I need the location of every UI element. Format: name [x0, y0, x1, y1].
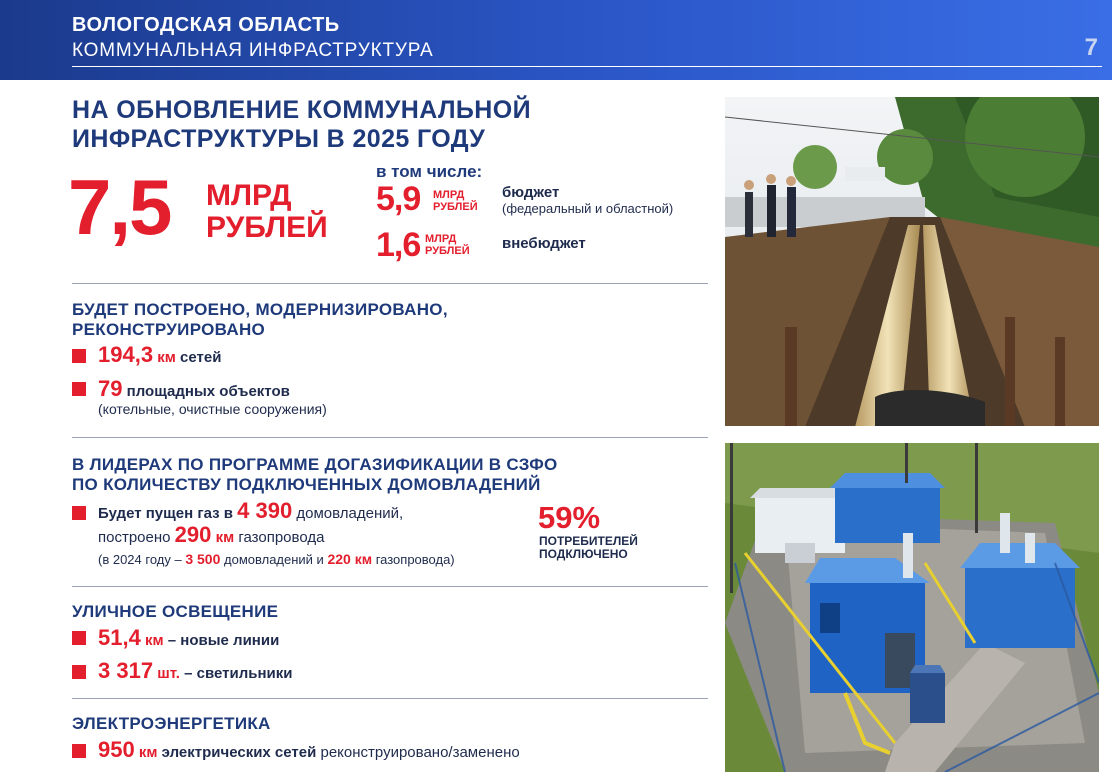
power-value: 950	[98, 737, 135, 762]
gas-station-photo	[725, 443, 1099, 772]
budget-value: 5,9	[376, 180, 421, 218]
power-label-bold: электрических сетей	[161, 744, 317, 761]
divider-1	[72, 283, 708, 284]
construction-title	[72, 300, 448, 340]
percent-label-line1: ПОТРЕБИТЕЛЕЙ	[539, 534, 638, 548]
section-title: КОММУНАЛЬНАЯ ИНФРАСТРУКТУРА	[72, 40, 434, 61]
budget-unit-line2: РУБЛЕЙ	[433, 201, 478, 213]
networks-label: сетей	[180, 349, 222, 366]
budget-note: (федеральный и областной)	[502, 201, 674, 216]
prev-households: 3 500	[185, 551, 221, 567]
including-label: в том числе:	[376, 162, 483, 181]
total-unit-line2: РУБЛЕЙ	[206, 211, 328, 244]
lighting-lines-label: – новые линии	[167, 632, 280, 649]
gasification-title-line1: В ЛИДЕРАХ ПО ПРОГРАММЕ ДОГАЗИФИКАЦИИ В СЗФО	[72, 455, 558, 474]
pipeline-unit: км	[215, 529, 235, 546]
offbudget-value: 1,6	[376, 226, 421, 264]
lighting-title: УЛИЧНОЕ ОСВЕЩЕНИЕ	[72, 602, 279, 621]
total-unit-line1: МЛРД	[206, 179, 292, 212]
lighting-lamps-label: – светильники	[184, 665, 293, 682]
lighting-lamps-unit: шт.	[157, 665, 180, 682]
page-number: 7	[1084, 34, 1098, 61]
funding-title	[72, 96, 531, 154]
divider-3	[72, 586, 708, 587]
lighting-lamps-value: 3 317	[98, 658, 154, 683]
bullet-marker	[72, 631, 86, 645]
gasification-title	[72, 455, 558, 495]
lighting-lines-value: 51,4	[98, 625, 141, 650]
gas-line-1	[98, 498, 403, 524]
divider-2	[72, 437, 708, 438]
total-unit	[206, 180, 328, 244]
construction-title-line2: РЕКОНСТРУИРОВАНО	[72, 320, 266, 339]
bullet-marker	[72, 349, 86, 363]
networks-row	[98, 342, 221, 368]
bullet-marker	[72, 665, 86, 679]
bullet-marker	[72, 506, 86, 520]
total-value: 7,5	[68, 163, 171, 251]
pipeline-value: 290	[174, 522, 212, 547]
prev-prefix: (в 2024 году –	[98, 552, 182, 567]
lighting-lamps-row	[98, 658, 292, 684]
header-divider	[72, 66, 1102, 67]
power-unit: км	[138, 744, 158, 761]
households-value: 4 390	[237, 498, 293, 523]
funding-title-line1: НА ОБНОВЛЕНИЕ КОММУНАЛЬНОЙ	[72, 96, 531, 124]
objects-note: (котельные, очистные сооружения)	[98, 401, 327, 417]
pipeline-trench-photo	[725, 97, 1099, 426]
funding-title-line2: ИНФРАСТРУКТУРЫ В 2025 ГОДУ	[72, 125, 486, 153]
percent-label-line2: ПОДКЛЮЧЕНО	[539, 547, 628, 561]
percent-label	[539, 535, 638, 561]
budget-label: бюджет	[502, 184, 560, 201]
gas-line1-prefix: Будет пущен газ в	[98, 505, 233, 522]
gas-line2-prefix: построено	[98, 529, 171, 546]
region-title: ВОЛОГОДСКАЯ ОБЛАСТЬ	[72, 14, 340, 36]
objects-row	[98, 376, 290, 402]
page-header	[0, 0, 1112, 80]
networks-value: 194,3	[98, 342, 154, 367]
prev-mid: домовладений и	[224, 552, 324, 567]
construction-title-line1: БУДЕТ ПОСТРОЕНО, МОДЕРНИЗИРОВАНО,	[72, 300, 448, 319]
prev-pipeline: 220 км	[327, 551, 373, 567]
power-title: ЭЛЕКТРОЭНЕРГЕТИКА	[72, 714, 271, 733]
divider-4	[72, 698, 708, 699]
gasification-title-line2: ПО КОЛИЧЕСТВУ ПОДКЛЮЧЕННЫХ ДОМОВЛАДЕНИЙ	[72, 475, 541, 494]
budget-unit-line1: МЛРД	[433, 189, 465, 201]
prev-suffix: газопровода)	[375, 552, 455, 567]
lighting-lines-row	[98, 625, 279, 651]
percent-value: 59%	[538, 500, 601, 535]
networks-unit: км	[157, 349, 176, 366]
objects-value: 79	[98, 376, 123, 401]
offbudget-unit-line2: РУБЛЕЙ	[425, 245, 470, 257]
objects-label: площадных объектов	[126, 383, 290, 400]
power-label-rest: реконструировано/заменено	[320, 744, 520, 761]
bullet-marker	[72, 382, 86, 396]
lighting-lines-unit: км	[145, 632, 164, 649]
bullet-marker	[72, 744, 86, 758]
gas-line1-suffix: домовладений,	[296, 505, 404, 522]
offbudget-label: внебюджет	[502, 235, 586, 252]
gas-line2-suffix: газопровода	[238, 529, 325, 546]
gas-line-2	[98, 522, 324, 548]
budget-unit	[433, 189, 478, 213]
offbudget-unit-line1: МЛРД	[425, 233, 457, 245]
offbudget-unit	[425, 233, 470, 257]
gas-prev-year	[98, 551, 455, 567]
power-row	[98, 737, 520, 763]
